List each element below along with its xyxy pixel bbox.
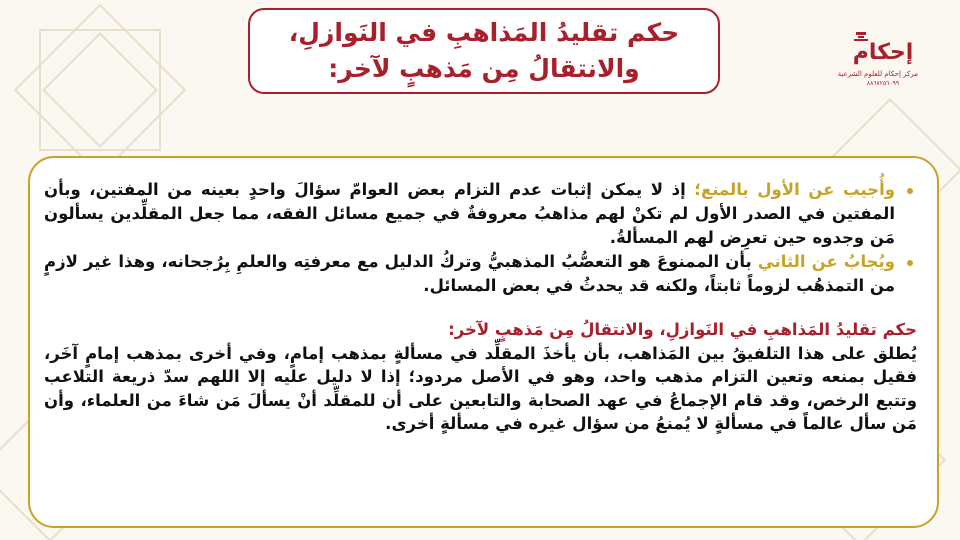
logo (837, 30, 918, 92)
section-heading: حكم تقليدُ المَذاهبِ في النَوازلِ، والانتقالُ مِن مَذهبٍ لآخر: (448, 320, 917, 339)
bullet-text: إذ لا يمكن إثبات عدم التزام بعض العوامّ سؤالَ واحدٍ بعينه من المفتين، وبأن المفتين في الصدر الأول لم تكنْ لهم مذاهبُ معروفةٌ في جميع مسائل الفقه، مما جعل المقلِّدين يسألون مَن وجدوه حين تعرِض لهم المسألةُ. (44, 180, 895, 247)
title-banner (248, 8, 720, 94)
title-line-2: والانتقالُ مِن مَذهبٍ لآخر: (328, 54, 640, 83)
bullet-item (44, 178, 917, 250)
title-line-1: حكم تقليدُ المَذاهبِ في النَوازلِ، (288, 18, 680, 47)
bullet-list (44, 178, 917, 298)
bullet-text: بأن الممنوعَ هو التعصُّبُ المذهبيُّ وتركُ الدليل مع معرفتِه والعلمِ بِرُجحانه، وهذا غير لازمٍ من التمذهُب لزوماً ثابتاً، ولكنه قد يحدثُ في بعض المسائل. (44, 252, 895, 295)
bullet-lead: وأُجيب عن الأول بالمنع؛ (694, 180, 895, 199)
logo-subtitle: مركز إحكام للعلوم الشرعية (837, 70, 918, 78)
bullet-item (44, 250, 917, 298)
section-body: يُطلق على هذا التلفيقُ بين المَذاهب، بأن يأخذَ المقلِّد في مسألةٍ بمذهب إمامٍ، وفي أخرى بمذهب إمامٍ آخَر، فقيل بمنعه وتعين التزام مذهب واحد، وهو في الأصل مردود؛ إذا لا دليل عليه إلا اللهم سدّ ذريعة التلاعب وتتبع الرخص، وقد قام الإجماعُ في عهد الصحابة والتابعين على أن للمقلِّد أنْ يسألَ مَن شاءَ من العلماء، وأن مَن سأل عالماً في مسألةٍ لا يُمنعُ من سؤال غيره في مسألةٍ أخرى. (44, 343, 917, 433)
logo-name: إحكام (852, 40, 914, 65)
section (44, 318, 917, 436)
bullet-lead: ويُجابُ عن الثاني (757, 252, 895, 271)
logo-number: ٨٨٦٧٢٥٦٠٩٩ (866, 80, 900, 87)
content-panel (28, 156, 939, 528)
